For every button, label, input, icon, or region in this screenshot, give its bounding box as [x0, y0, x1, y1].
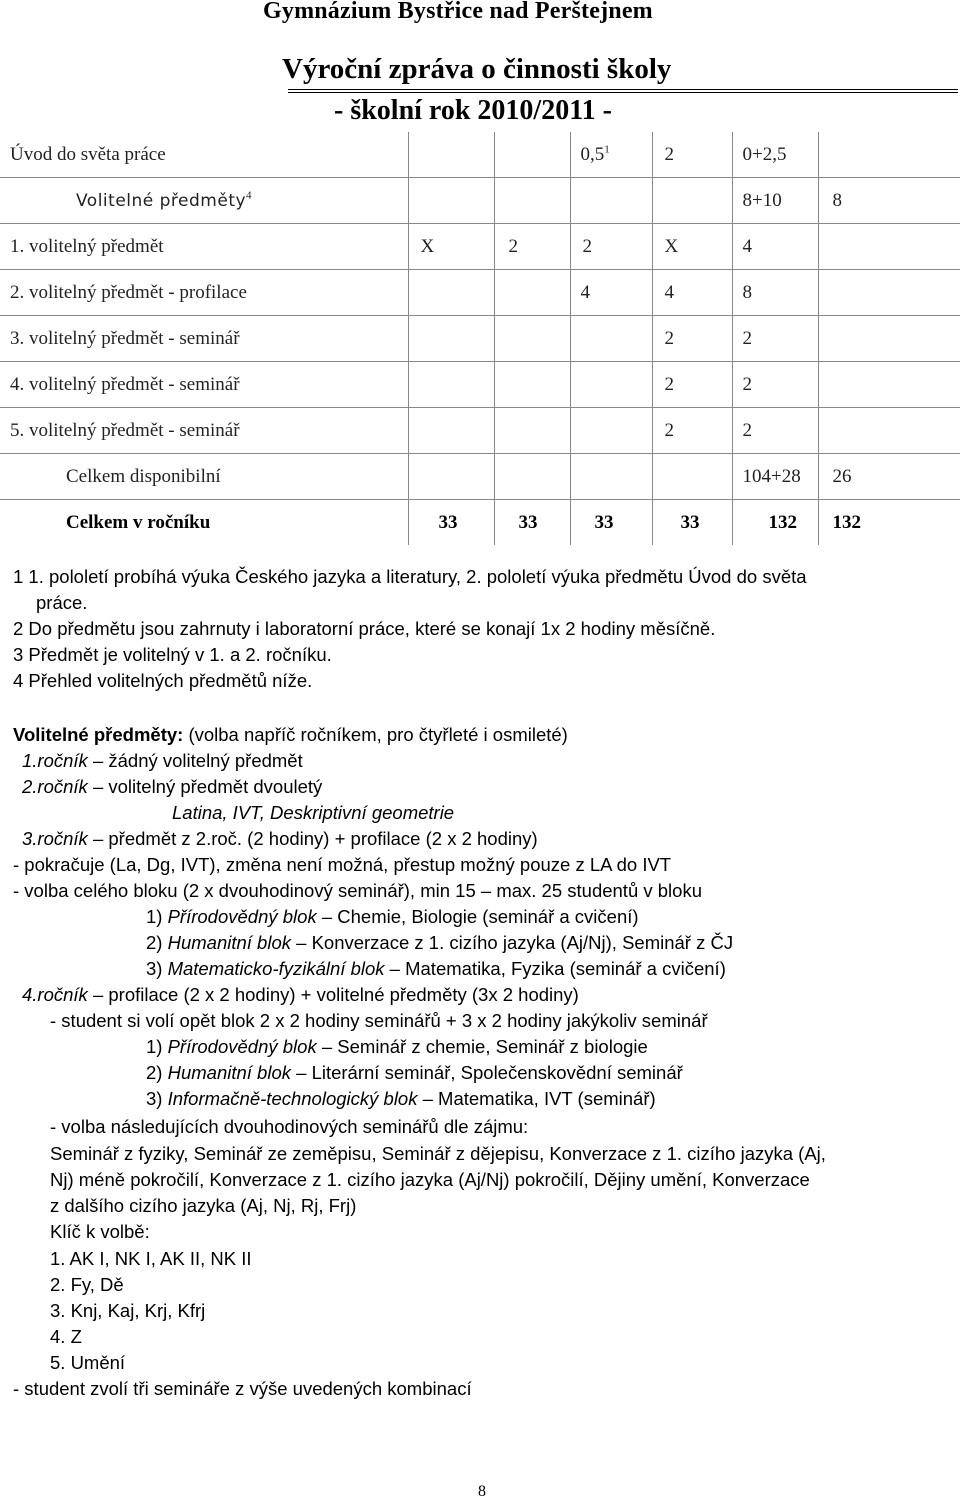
seminar-list-line-3: z dalšího cizího jazyka (Aj, Nj, Rj, Frj): [50, 1195, 357, 1216]
row-label: 1. volitelný předmět: [0, 224, 408, 270]
grade-label: 4.ročník: [22, 984, 88, 1005]
grade-label: 2.ročník: [22, 776, 88, 797]
grade-3-block-1: [146, 906, 639, 928]
grade-4-note-1: - student si volí opět blok 2 x 2 hodiny seminářů + 3 x 2 hodiny jakýkoliv seminář: [50, 1010, 708, 1031]
cell: 2: [732, 316, 818, 362]
table-row: [0, 316, 960, 362]
row-label: Celkem disponibilní: [0, 454, 408, 500]
cell: 2: [652, 362, 732, 408]
grade-2: [22, 776, 322, 798]
cell: 2: [732, 408, 818, 454]
row-label: 2. volitelný předmět - profilace: [0, 270, 408, 316]
cell: [818, 408, 960, 454]
grade-3-block-2: [146, 932, 733, 954]
block-number: 2): [146, 932, 168, 953]
cell: [494, 270, 570, 316]
grade-3: [22, 828, 538, 850]
cell: 8: [818, 178, 960, 224]
cell: 8+10: [732, 178, 818, 224]
table-row: [0, 270, 960, 316]
key-item: 2. Fy, Dě: [50, 1274, 124, 1295]
cell: [408, 408, 494, 454]
grade-label: 1.ročník: [22, 750, 88, 771]
footnote-4: 4 Přehled volitelných předmětů níže.: [13, 670, 313, 691]
cell: 2: [732, 362, 818, 408]
grade-3-block-3: [146, 958, 726, 980]
row-label: 3. volitelný předmět - seminář: [0, 316, 408, 362]
cell: [494, 362, 570, 408]
cell: 33: [408, 500, 494, 546]
table-row: [0, 362, 960, 408]
block-number: 3): [146, 958, 168, 979]
block-text: – Matematika, IVT (seminář): [417, 1088, 656, 1109]
cell: [818, 316, 960, 362]
cell: 132: [732, 500, 818, 546]
cell: [570, 454, 652, 500]
table-row: [0, 454, 960, 500]
cell: [570, 408, 652, 454]
cell: [494, 316, 570, 362]
key-item: 1. AK I, NK I, AK II, NK II: [50, 1248, 252, 1269]
table-row: [0, 178, 960, 224]
cell: 4: [652, 270, 732, 316]
seminar-list-line-1: Seminář z fyziky, Seminář ze zeměpisu, Seminář z dějepisu, Konverzace z 1. cizího jazyka (Aj,: [50, 1143, 826, 1164]
grade-4-note-2: - volba následujících dvouhodinových seminářů dle zájmu:: [50, 1116, 529, 1137]
key-label: Klíč k volbě:: [50, 1221, 150, 1242]
block-name: Humanitní blok: [167, 1062, 291, 1083]
cell: 33: [570, 500, 652, 546]
cell: 2: [570, 224, 652, 270]
block-text: – Chemie, Biologie (seminář a cvičení): [316, 906, 639, 927]
page-number: 8: [478, 1483, 486, 1500]
cell: X: [652, 224, 732, 270]
block-text: – Konverzace z 1. cizího jazyka (Aj/Nj), Seminář z ČJ: [291, 932, 734, 953]
cell: [818, 132, 960, 178]
page-header: [0, 0, 960, 126]
table-row: [0, 500, 960, 546]
electives-heading: [13, 724, 568, 746]
electives-heading-bold: Volitelné předměty:: [13, 724, 184, 745]
key-item: 5. Umění: [50, 1352, 126, 1373]
row-label: [0, 178, 408, 224]
grade-4: [22, 984, 579, 1006]
row-label: Úvod do světa práce: [10, 143, 166, 165]
block-number: 2): [146, 1062, 168, 1083]
grade-text: – předmět z 2.roč. (2 hodiny) + profilace (2 x 2 hodiny): [87, 828, 538, 849]
table-row: [0, 224, 960, 270]
cell: [408, 362, 494, 408]
grade-1: [22, 750, 303, 772]
grade-text: – profilace (2 x 2 hodiny) + volitelné předměty (3x 2 hodiny): [87, 984, 579, 1005]
cell: [408, 132, 494, 178]
block-name: Přírodovědný blok: [167, 1036, 317, 1057]
block-text: – Matematika, Fyzika (seminář a cvičení): [384, 958, 726, 979]
cell: 2: [652, 408, 732, 454]
cell: 2: [652, 316, 732, 362]
cell: [570, 132, 652, 178]
header-rule: [288, 89, 958, 93]
cell: [570, 316, 652, 362]
cell: [570, 178, 652, 224]
grade-3-note-2: - volba celého bloku (2 x dvouhodinový seminář), min 15 – max. 25 studentů v bloku: [13, 880, 702, 901]
cell: 33: [494, 500, 570, 546]
block-name: Humanitní blok: [167, 932, 291, 953]
grade-3-note-1: - pokračuje (La, Dg, IVT), změna není možná, přestup možný pouze z LA do IVT: [13, 854, 672, 875]
footnote-3: 3 Předmět je volitelný v 1. a 2. ročníku.: [13, 644, 332, 665]
school-name: Gymnázium Bystřice nad Perštejnem: [263, 0, 653, 24]
block-number: 1): [146, 906, 168, 927]
cell: [408, 178, 494, 224]
cell: [494, 454, 570, 500]
cell: [652, 178, 732, 224]
cell: [818, 362, 960, 408]
block-text: – Literární seminář, Společenskovědní seminář: [291, 1062, 683, 1083]
footnote-mark: 4: [246, 189, 252, 202]
grade-label: 3.ročník: [22, 828, 88, 849]
footnote-mark: 1: [604, 143, 610, 156]
row-label: [0, 500, 408, 546]
final-note: - student zvolí tři semináře z výše uvedených kombinací: [13, 1378, 472, 1399]
cell: 26: [818, 454, 960, 500]
cell: 0+2,5: [732, 132, 818, 178]
cell: [408, 316, 494, 362]
row-label-text: Volitelné předměty: [76, 190, 247, 211]
grade-4-block-1: [146, 1036, 648, 1058]
cell: [494, 132, 570, 178]
subjects-table: [0, 132, 960, 545]
cell: [408, 454, 494, 500]
grade-4-block-3: [146, 1088, 656, 1110]
grade-2-list: Latina, IVT, Deskriptivní geometrie: [172, 802, 455, 823]
cell: 132: [818, 500, 960, 546]
seminar-list-line-2: Nj) méně pokročilí, Konverzace z 1. cizího jazyka (Aj/Nj) pokročilí, Dějiny umění, Konverzace: [50, 1169, 810, 1190]
electives-heading-rest: (volba napříč ročníkem, pro čtyřleté i osmileté): [183, 724, 568, 745]
block-name: Informačně-technologický blok: [167, 1088, 418, 1109]
row-label: 5. volitelný předmět - seminář: [0, 408, 408, 454]
cell: [494, 178, 570, 224]
cell: [494, 408, 570, 454]
footnote-1-cont: práce.: [36, 592, 88, 613]
cell: 33: [652, 500, 732, 546]
cell: [408, 270, 494, 316]
table-row: [0, 408, 960, 454]
cell-value: 0,5: [580, 143, 605, 165]
block-text: – Seminář z chemie, Seminář z biologie: [316, 1036, 648, 1057]
block-number: 1): [146, 1036, 168, 1057]
block-name: Přírodovědný blok: [167, 906, 317, 927]
cell: 4: [732, 224, 818, 270]
block-number: 3): [146, 1088, 168, 1109]
footnote-2: 2 Do předmětu jsou zahrnuty i laboratorní práce, které se konají 1x 2 hodiny měsíčně.: [13, 618, 716, 639]
report-title: Výroční zpráva o činnosti školy: [282, 53, 672, 85]
row-label: 4. volitelný předmět - seminář: [0, 362, 408, 408]
grade-text: – volitelný předmět dvouletý: [87, 776, 323, 797]
key-item: 4. Z: [50, 1326, 82, 1347]
grade-text: – žádný volitelný předmět: [87, 750, 303, 771]
cell: 2: [652, 132, 732, 178]
grade-4-block-2: [146, 1062, 683, 1084]
cell: [818, 224, 960, 270]
cell: 104+28: [732, 454, 818, 500]
block-name: Matematicko-fyzikální blok: [167, 958, 385, 979]
cell: [652, 454, 732, 500]
row-label-text: Celkem v ročníku: [66, 511, 211, 533]
cell: 2: [494, 224, 570, 270]
cell: [570, 362, 652, 408]
key-item: 3. Knj, Kaj, Krj, Kfrj: [50, 1300, 206, 1321]
cell: 4: [570, 270, 652, 316]
footnote-1: 1 1. pololetí probíhá výuka Českého jazyka a literatury, 2. pololetí výuka předmětu Úvod do světa: [13, 566, 807, 587]
cell: X: [408, 224, 494, 270]
school-year: - školní rok 2010/2011 -: [334, 95, 612, 126]
table-row: [0, 132, 960, 178]
cell: [818, 270, 960, 316]
cell: 8: [732, 270, 818, 316]
